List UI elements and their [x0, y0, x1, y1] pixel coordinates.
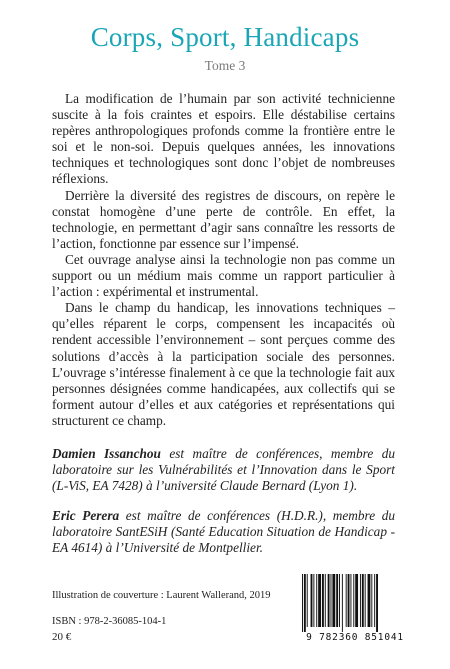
book-volume: Tome 3 — [204, 58, 246, 73]
book-title: Corps, Sport, Handicaps — [90, 22, 360, 52]
author-bio-text: est maître de conférences, membre du laboratoire sur les Vulnérabilités et l’Innovation dans le Sport (L-ViS, EA 7428) à l’université Claude Bernard (Lyon 1). — [52, 446, 395, 494]
author-bio-text: est maître de conférences (H.D.R.), membre du laboratoire SantESiH (Santé Education Situation de Handicap - EA 4614) à l’Université de Montpellier. — [52, 508, 396, 556]
barcode-digits: 9 782360 851041 — [306, 632, 404, 643]
barcode-bar — [376, 574, 378, 632]
barcode-bar — [325, 574, 326, 627]
barcode-bar — [316, 574, 317, 627]
blurb-paragraph: Dans le champ du handicap, les innovations techniques – qu’elles réparent le corps, compensent les incapacités où rendent accessible l’environnement – sont perçues comme des solutions d’accès à la participation sociale des personnes. L’ouvrage s’intéresse finalement à ce que la technologie fait aux personnes désignées comme handicapées, aux collectifs qui se forment autour d’elles et aux catégories et représentations qui structurent ce champ. — [52, 300, 395, 428]
author-bio — [52, 508, 395, 556]
barcode-bar — [318, 574, 321, 627]
blurb-paragraph: La modification de l’humain par son activité technicienne suscite à la fois craintes et espoirs. Elle déstabilise certains repères anthropologiques profonds comme la frontière entre le soi et le non-soi. Depuis quelques années, les innovations techniques et technologiques sont donc l’objet de nombreuses réflexions. — [52, 91, 395, 187]
barcode-bar — [362, 574, 364, 627]
barcode-bar — [332, 574, 335, 627]
barcode-bar — [339, 574, 340, 627]
barcode-bar — [350, 574, 351, 627]
blurb-paragraph: Cet ouvrage analyse ainsi la technologie non pas comme un support ou un médium mais comme un rapport particulier à l’action : expérimental et instrumental. — [52, 251, 395, 300]
barcode-bar — [374, 574, 375, 627]
barcode-bar — [313, 574, 314, 627]
barcode-bar — [360, 574, 361, 627]
barcode-bar — [365, 574, 366, 627]
barcode-bar — [371, 574, 372, 627]
barcode-bar — [353, 574, 354, 627]
barcode-bar — [342, 574, 343, 632]
barcode-bar — [368, 574, 371, 627]
blurb — [52, 91, 395, 429]
barcode-bar — [311, 574, 313, 627]
barcode-bar — [346, 574, 347, 627]
barcode-bar — [355, 574, 358, 627]
barcode-bar — [304, 574, 306, 632]
barcode-bar — [348, 574, 350, 627]
isbn: ISBN : 978-2-36085-104-1 — [52, 616, 167, 627]
barcode-bar — [307, 574, 308, 627]
price: 20 € — [52, 631, 72, 643]
barcode-bar — [328, 574, 330, 627]
cover-illustration-credit: Illustration de couverture : Laurent Wallerand, 2019 — [52, 590, 271, 601]
barcode-bar — [336, 574, 338, 627]
author-bios — [52, 446, 395, 571]
blurb-paragraph: Derrière la diversité des registres de discours, on repère le constat homogène d’une perte de contrôle. En effet, la technologie, en permettant d’agir sans connaître les ressorts de l’action, fonctionne par essence sur l’impensé. — [52, 187, 395, 251]
barcode-bar — [302, 574, 303, 632]
author-bio — [52, 446, 395, 494]
barcode-bar — [331, 574, 332, 627]
barcode-bars-icon — [300, 574, 412, 632]
author-name: Damien Issanchou — [52, 446, 161, 461]
barcode-bar — [322, 574, 324, 627]
author-name: Eric Perera — [52, 508, 120, 524]
